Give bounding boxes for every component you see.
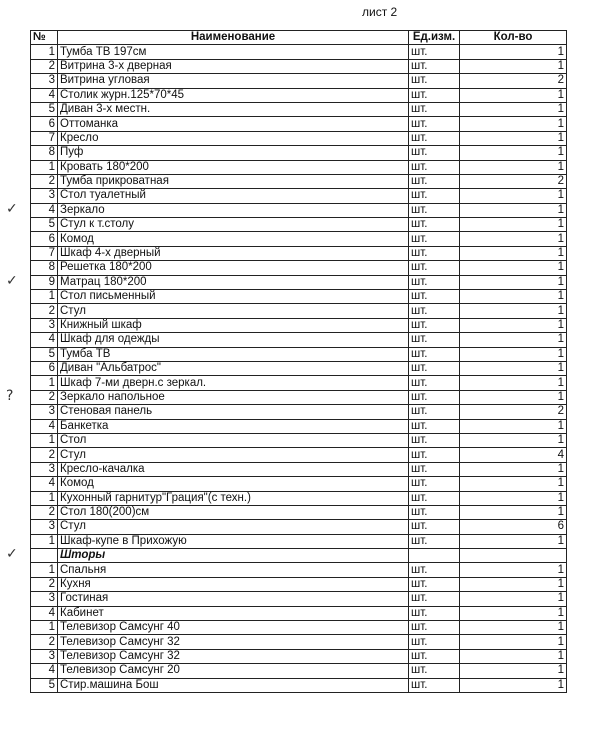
quantity-cell: 1 — [460, 621, 567, 635]
unit-cell: шт. — [409, 232, 460, 246]
row-number-cell: 6 — [31, 361, 58, 375]
unit-cell: шт. — [409, 146, 460, 160]
row-number-cell: 5 — [31, 102, 58, 116]
item-name-cell: Витрина 3-х дверная — [58, 59, 409, 73]
unit-cell: шт. — [409, 347, 460, 361]
row-number-cell: 1 — [31, 433, 58, 447]
item-name-cell: Стул — [58, 520, 409, 534]
quantity-cell: 1 — [460, 232, 567, 246]
row-number-cell: 1 — [31, 160, 58, 174]
item-name-cell: Тумба ТВ — [58, 347, 409, 361]
unit-cell: шт. — [409, 491, 460, 505]
item-name-cell: Шторы — [58, 549, 409, 563]
quantity-cell: 1 — [460, 131, 567, 145]
table-row — [31, 361, 567, 375]
unit-cell: шт. — [409, 664, 460, 678]
row-number-cell: 4 — [31, 419, 58, 433]
table-row — [31, 678, 567, 692]
quantity-cell: 2 — [460, 174, 567, 188]
quantity-cell: 6 — [460, 520, 567, 534]
item-name-cell: Телевизор Самсунг 32 — [58, 649, 409, 663]
row-number-cell — [31, 549, 58, 563]
item-name-cell: Стул к т.столу — [58, 218, 409, 232]
item-name-cell: Банкетка — [58, 419, 409, 433]
column-header-quantity: Кол-во — [460, 31, 567, 45]
unit-cell: шт. — [409, 246, 460, 260]
row-number-cell: 3 — [31, 405, 58, 419]
quantity-cell: 1 — [460, 376, 567, 390]
row-number-cell: 9 — [31, 275, 58, 289]
table-row — [31, 563, 567, 577]
quantity-cell — [460, 549, 567, 563]
table-row — [31, 131, 567, 145]
table-row — [31, 160, 567, 174]
unit-cell: шт. — [409, 621, 460, 635]
quantity-cell: 1 — [460, 318, 567, 332]
row-number-cell: 4 — [31, 606, 58, 620]
checkmark-icon: ✓ — [6, 546, 18, 562]
unit-cell: шт. — [409, 218, 460, 232]
row-number-cell: 4 — [31, 333, 58, 347]
item-name-cell: Спальня — [58, 563, 409, 577]
quantity-cell: 1 — [460, 477, 567, 491]
item-name-cell: Телевизор Самсунг 40 — [58, 621, 409, 635]
row-number-cell: 1 — [31, 534, 58, 548]
quantity-cell: 1 — [460, 390, 567, 404]
quantity-cell: 1 — [460, 102, 567, 116]
row-number-cell: 2 — [31, 635, 58, 649]
unit-cell: шт. — [409, 592, 460, 606]
quantity-cell: 1 — [460, 664, 567, 678]
quantity-cell: 1 — [460, 347, 567, 361]
row-number-cell: 3 — [31, 592, 58, 606]
table-row — [31, 649, 567, 663]
table-row — [31, 592, 567, 606]
quantity-cell: 2 — [460, 74, 567, 88]
question-mark-annotation: ? — [6, 388, 14, 404]
table-row — [31, 146, 567, 160]
row-number-cell: 4 — [31, 88, 58, 102]
table-row — [31, 74, 567, 88]
column-header-unit: Ед.изм. — [409, 31, 460, 45]
table-row — [31, 505, 567, 519]
quantity-cell: 1 — [460, 606, 567, 620]
row-number-cell: 1 — [31, 491, 58, 505]
item-name-cell: Оттоманка — [58, 117, 409, 131]
unit-cell: шт. — [409, 102, 460, 116]
table-row — [31, 318, 567, 332]
unit-cell: шт. — [409, 174, 460, 188]
table-row — [31, 606, 567, 620]
quantity-cell: 1 — [460, 304, 567, 318]
table-row — [31, 621, 567, 635]
item-name-cell: Зеркало — [58, 203, 409, 217]
item-name-cell: Тумба ТВ 197см — [58, 45, 409, 59]
row-number-cell: 2 — [31, 390, 58, 404]
unit-cell: шт. — [409, 74, 460, 88]
quantity-cell: 1 — [460, 563, 567, 577]
row-number-cell: 4 — [31, 664, 58, 678]
row-number-cell: 7 — [31, 131, 58, 145]
table-row — [31, 261, 567, 275]
unit-cell: шт. — [409, 290, 460, 304]
unit-cell: шт. — [409, 563, 460, 577]
unit-cell: шт. — [409, 304, 460, 318]
checkmark-icon: ✓ — [6, 201, 18, 217]
quantity-cell: 4 — [460, 448, 567, 462]
item-name-cell: Стол туалетный — [58, 189, 409, 203]
inventory-table — [30, 30, 567, 693]
quantity-cell: 1 — [460, 505, 567, 519]
quantity-cell: 1 — [460, 290, 567, 304]
row-number-cell: 1 — [31, 563, 58, 577]
item-name-cell: Стол письменный — [58, 290, 409, 304]
unit-cell: шт. — [409, 462, 460, 476]
table-row — [31, 304, 567, 318]
row-number-cell: 6 — [31, 232, 58, 246]
unit-cell: шт. — [409, 433, 460, 447]
unit-cell: шт. — [409, 635, 460, 649]
table-row — [31, 174, 567, 188]
table-row — [31, 664, 567, 678]
quantity-cell: 1 — [460, 160, 567, 174]
row-number-cell: 7 — [31, 246, 58, 260]
table-row — [31, 491, 567, 505]
unit-cell: шт. — [409, 520, 460, 534]
row-number-cell: 3 — [31, 74, 58, 88]
unit-cell: шт. — [409, 534, 460, 548]
row-number-cell: 3 — [31, 520, 58, 534]
item-name-cell: Шкаф-купе в Прихожую — [58, 534, 409, 548]
table-row — [31, 218, 567, 232]
quantity-cell: 1 — [460, 649, 567, 663]
row-number-cell: 4 — [31, 477, 58, 491]
item-name-cell: Решетка 180*200 — [58, 261, 409, 275]
row-number-cell: 2 — [31, 577, 58, 591]
item-name-cell: Комод — [58, 477, 409, 491]
item-name-cell: Книжный шкаф — [58, 318, 409, 332]
row-number-cell: 3 — [31, 649, 58, 663]
unit-cell: шт. — [409, 419, 460, 433]
sheet-label: лист 2 — [362, 5, 398, 19]
item-name-cell: Стул — [58, 448, 409, 462]
unit-cell: шт. — [409, 160, 460, 174]
quantity-cell: 1 — [460, 433, 567, 447]
table-row — [31, 290, 567, 304]
row-number-cell: 8 — [31, 146, 58, 160]
table-row — [31, 88, 567, 102]
item-name-cell: Витрина угловая — [58, 74, 409, 88]
quantity-cell: 1 — [460, 678, 567, 692]
row-number-cell: 2 — [31, 505, 58, 519]
unit-cell: шт. — [409, 505, 460, 519]
table-row — [31, 448, 567, 462]
unit-cell: шт. — [409, 203, 460, 217]
quantity-cell: 1 — [460, 592, 567, 606]
quantity-cell: 1 — [460, 189, 567, 203]
quantity-cell: 1 — [460, 59, 567, 73]
unit-cell: шт. — [409, 189, 460, 203]
table-row — [31, 333, 567, 347]
table-row — [31, 59, 567, 73]
item-name-cell: Кресло — [58, 131, 409, 145]
table-row — [31, 376, 567, 390]
row-number-cell: 3 — [31, 462, 58, 476]
item-name-cell: Стул — [58, 304, 409, 318]
unit-cell: шт. — [409, 477, 460, 491]
item-name-cell: Кухонный гарнитур"Грация"(с техн.) — [58, 491, 409, 505]
quantity-cell: 1 — [460, 333, 567, 347]
quantity-cell: 1 — [460, 275, 567, 289]
row-number-cell: 6 — [31, 117, 58, 131]
table-row — [31, 203, 567, 217]
unit-cell: шт. — [409, 333, 460, 347]
unit-cell: шт. — [409, 649, 460, 663]
table-row — [31, 549, 567, 563]
unit-cell: шт. — [409, 117, 460, 131]
item-name-cell: Телевизор Самсунг 20 — [58, 664, 409, 678]
row-number-cell: 1 — [31, 376, 58, 390]
item-name-cell: Стир.машина Бош — [58, 678, 409, 692]
table-row — [31, 189, 567, 203]
quantity-cell: 1 — [460, 635, 567, 649]
item-name-cell: Диван "Альбатрос" — [58, 361, 409, 375]
table-row — [31, 275, 567, 289]
unit-cell: шт. — [409, 448, 460, 462]
column-header-number: № — [31, 31, 58, 45]
unit-cell: шт. — [409, 606, 460, 620]
unit-cell: шт. — [409, 390, 460, 404]
table-row — [31, 433, 567, 447]
quantity-cell: 1 — [460, 361, 567, 375]
table-row — [31, 577, 567, 591]
row-number-cell: 2 — [31, 304, 58, 318]
unit-cell: шт. — [409, 59, 460, 73]
table-row — [31, 419, 567, 433]
table-row — [31, 405, 567, 419]
row-number-cell: 5 — [31, 218, 58, 232]
unit-cell: шт. — [409, 678, 460, 692]
quantity-cell: 1 — [460, 577, 567, 591]
item-name-cell: Кухня — [58, 577, 409, 591]
item-name-cell: Кровать 180*200 — [58, 160, 409, 174]
item-name-cell: Стол 180(200)см — [58, 505, 409, 519]
unit-cell: шт. — [409, 131, 460, 145]
quantity-cell: 1 — [460, 534, 567, 548]
item-name-cell: Диван 3-х местн. — [58, 102, 409, 116]
checkmark-icon: ✓ — [6, 273, 18, 289]
unit-cell: шт. — [409, 45, 460, 59]
unit-cell: шт. — [409, 577, 460, 591]
row-number-cell: 2 — [31, 59, 58, 73]
unit-cell: шт. — [409, 261, 460, 275]
item-name-cell: Зеркало напольное — [58, 390, 409, 404]
row-number-cell: 1 — [31, 45, 58, 59]
quantity-cell: 1 — [460, 88, 567, 102]
table-row — [31, 45, 567, 59]
item-name-cell: Стол — [58, 433, 409, 447]
item-name-cell: Телевизор Самсунг 32 — [58, 635, 409, 649]
row-number-cell: 4 — [31, 203, 58, 217]
unit-cell: шт. — [409, 376, 460, 390]
table-row — [31, 477, 567, 491]
item-name-cell: Стеновая панель — [58, 405, 409, 419]
item-name-cell: Шкаф 7-ми дверн.с зеркал. — [58, 376, 409, 390]
item-name-cell: Шкаф для одежды — [58, 333, 409, 347]
item-name-cell: Столик журн.125*70*45 — [58, 88, 409, 102]
item-name-cell: Матрац 180*200 — [58, 275, 409, 289]
row-number-cell: 2 — [31, 174, 58, 188]
table-row — [31, 347, 567, 361]
item-name-cell: Шкаф 4-х дверный — [58, 246, 409, 260]
row-number-cell: 1 — [31, 290, 58, 304]
unit-cell: шт. — [409, 405, 460, 419]
row-number-cell: 5 — [31, 678, 58, 692]
item-name-cell: Тумба прикроватная — [58, 174, 409, 188]
item-name-cell: Комод — [58, 232, 409, 246]
row-number-cell: 3 — [31, 318, 58, 332]
table-row — [31, 534, 567, 548]
row-number-cell: 2 — [31, 448, 58, 462]
table-row — [31, 246, 567, 260]
quantity-cell: 2 — [460, 405, 567, 419]
unit-cell: шт. — [409, 275, 460, 289]
table-row — [31, 520, 567, 534]
row-number-cell: 8 — [31, 261, 58, 275]
table-row — [31, 102, 567, 116]
quantity-cell: 1 — [460, 462, 567, 476]
quantity-cell: 1 — [460, 146, 567, 160]
table-body — [31, 45, 567, 693]
table-row — [31, 117, 567, 131]
quantity-cell: 1 — [460, 419, 567, 433]
unit-cell: шт. — [409, 361, 460, 375]
table-row — [31, 390, 567, 404]
quantity-cell: 1 — [460, 203, 567, 217]
column-header-name: Наименование — [58, 31, 409, 45]
quantity-cell: 1 — [460, 45, 567, 59]
quantity-cell: 1 — [460, 261, 567, 275]
quantity-cell: 1 — [460, 117, 567, 131]
table-row — [31, 635, 567, 649]
table-row — [31, 462, 567, 476]
item-name-cell: Кабинет — [58, 606, 409, 620]
unit-cell: шт. — [409, 318, 460, 332]
quantity-cell: 1 — [460, 246, 567, 260]
item-name-cell: Гостиная — [58, 592, 409, 606]
unit-cell — [409, 549, 460, 563]
quantity-cell: 1 — [460, 491, 567, 505]
table-header-row — [31, 31, 567, 45]
quantity-cell: 1 — [460, 218, 567, 232]
row-number-cell: 1 — [31, 621, 58, 635]
item-name-cell: Кресло-качалка — [58, 462, 409, 476]
unit-cell: шт. — [409, 88, 460, 102]
row-number-cell: 5 — [31, 347, 58, 361]
item-name-cell: Пуф — [58, 146, 409, 160]
table-row — [31, 232, 567, 246]
row-number-cell: 3 — [31, 189, 58, 203]
